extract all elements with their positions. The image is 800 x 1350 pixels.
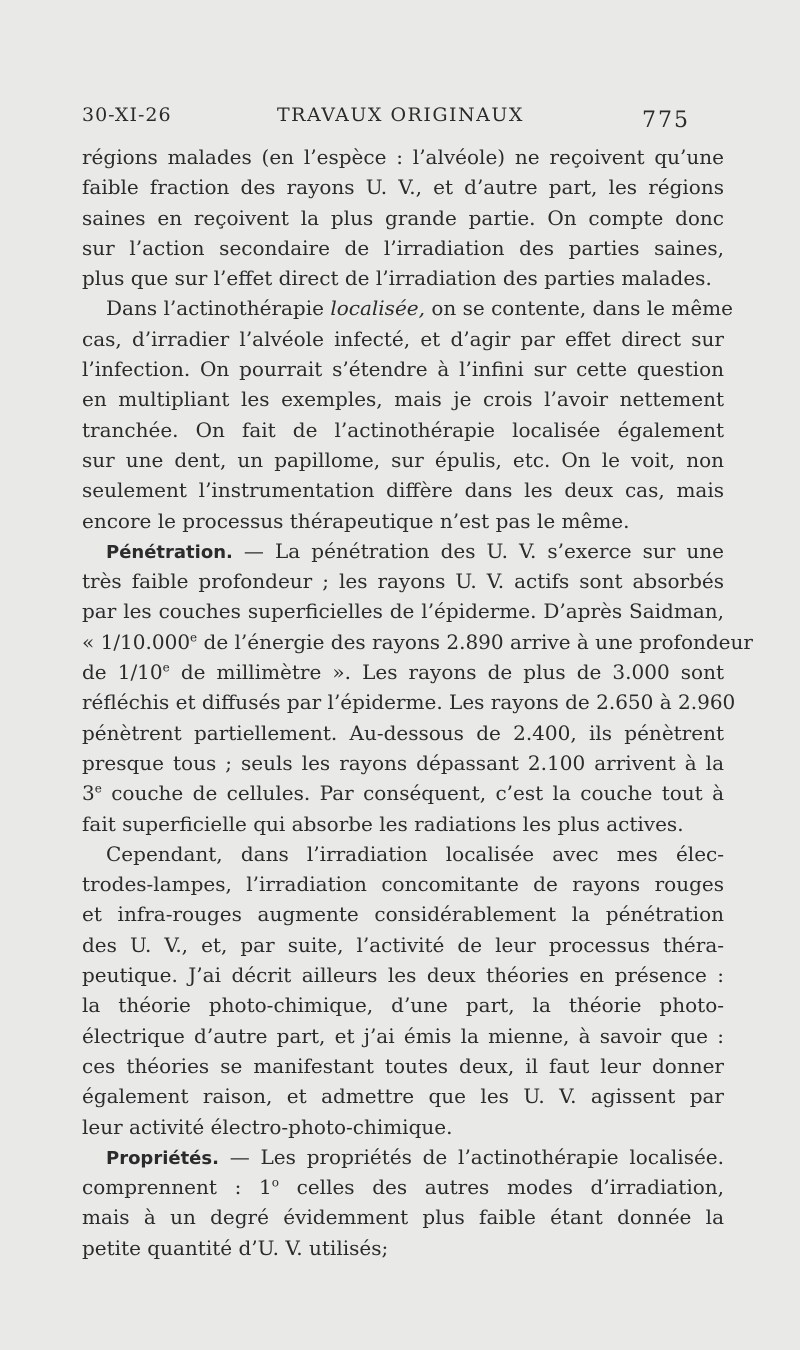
text-line: de 1/10e de millimètre ». Les rayons de plus de 3.000 sont (82, 660, 724, 685)
text-line: tranchée. On fait de l’actinothérapie localisée également (82, 417, 724, 442)
text-line: et infra-rouges augmente considérablement la pénétration (82, 902, 724, 927)
text-line: comprennent : 1$^o$ celles des autres modes d’irradiation, (82, 1175, 724, 1200)
text-line: en multipliant les exemples, mais je crois l’avoir nettement (82, 387, 724, 412)
text-line: fait superficielle qui absorbe les radiations les plus actives. (82, 811, 684, 836)
text-line: encore le processus thérapeutique n’est pas le même. (82, 508, 630, 533)
section-heading: Pénétration. (106, 541, 233, 563)
text-line: pénètrent partiellement. Au-dessous de 2.400, ils pénètrent (82, 720, 724, 745)
text-line: également raison, et admettre que les U. V. agissent par (82, 1084, 724, 1109)
text-line: réfléchis et diffusés par l’épiderme. Les rayons de 2.650 à 2.960 (82, 690, 736, 715)
header-title: TRAVAUX ORIGINAUX (277, 104, 524, 126)
text-line: 3e couche de cellules. Par conséquent, c’est la couche tout à (82, 781, 724, 806)
text-line: l’infection. On pourrait s’étendre à l’infini sur cette question (82, 357, 724, 382)
text-line: mais à un degré évidemment plus faible étant donnée la (82, 1205, 724, 1230)
text-line: des U. V., et, par suite, l’activité de leur processus théra- (82, 932, 724, 957)
text-line: « 1/10.000e de l’énergie des rayons 2.890 arrive à une profondeur (82, 629, 753, 654)
page-number: 775 (642, 108, 690, 133)
text-line: trodes-lampes, l’irradiation concomitante de rayons rouges (82, 872, 724, 897)
text-line: régions malades (en l’espèce : l’alvéole) ne reçoivent qu’une (82, 145, 724, 169)
text-line: ces théories se manifestant toutes deux, il faut leur donner (82, 1053, 724, 1078)
text-line: sur l’action secondaire de l’irradiation des parties saines, (82, 235, 724, 260)
text-line: leur activité électro-photo-chimique. (82, 1114, 453, 1139)
text-line: très faible profondeur ; les rayons U. V. actifs sont absorbés (82, 569, 724, 594)
section-heading: Propriétés. (106, 1147, 219, 1169)
text-line: Dans l’actinothérapie localisée, on se contente, dans le même (106, 296, 733, 321)
text-line: Propriétés. — Les propriétés de l’actinothérapie localisée. (106, 1144, 724, 1169)
text-line: sur une dent, un papillome, sur épulis, etc. On le voit, non (82, 447, 724, 472)
text-line: par les couches superficielles de l’épiderme. D’après Saidman, (82, 599, 724, 624)
text-line: peutique. J’ai décrit ailleurs les deux théories en présence : (82, 963, 724, 988)
text-line: presque tous ; seuls les rayons dépassant 2.100 arrivent à la (82, 750, 724, 775)
text-line: Pénétration. — La pénétration des U. V. s’exerce sur une (106, 538, 724, 563)
text-line: Cependant, dans l’irradiation localisée avec mes élec- (106, 841, 724, 866)
text-line: petite quantité d’U. V. utilisés; (82, 1235, 389, 1260)
body-text (82, 142, 753, 1263)
text-line: saines en reçoivent la plus grande partie. On compte donc (82, 205, 724, 230)
text-line: faible fraction des rayons U. V., et d’autre part, les régions (82, 175, 724, 200)
header-date: 30-XI-26 (82, 104, 172, 126)
text-line: cas, d’irradier l’alvéole infecté, et d’agir par effet direct sur (82, 326, 724, 351)
text-line: seulement l’instrumentation diffère dans les deux cas, mais (82, 478, 724, 503)
text-line: électrique d’autre part, et j’ai émis la mienne, à savoir que : (82, 1023, 724, 1048)
text-line: plus que sur l’effet direct de l’irradiation des parties malades. (82, 266, 712, 291)
text-line: la théorie photo-chimique, d’une part, la théorie photo- (82, 993, 724, 1018)
